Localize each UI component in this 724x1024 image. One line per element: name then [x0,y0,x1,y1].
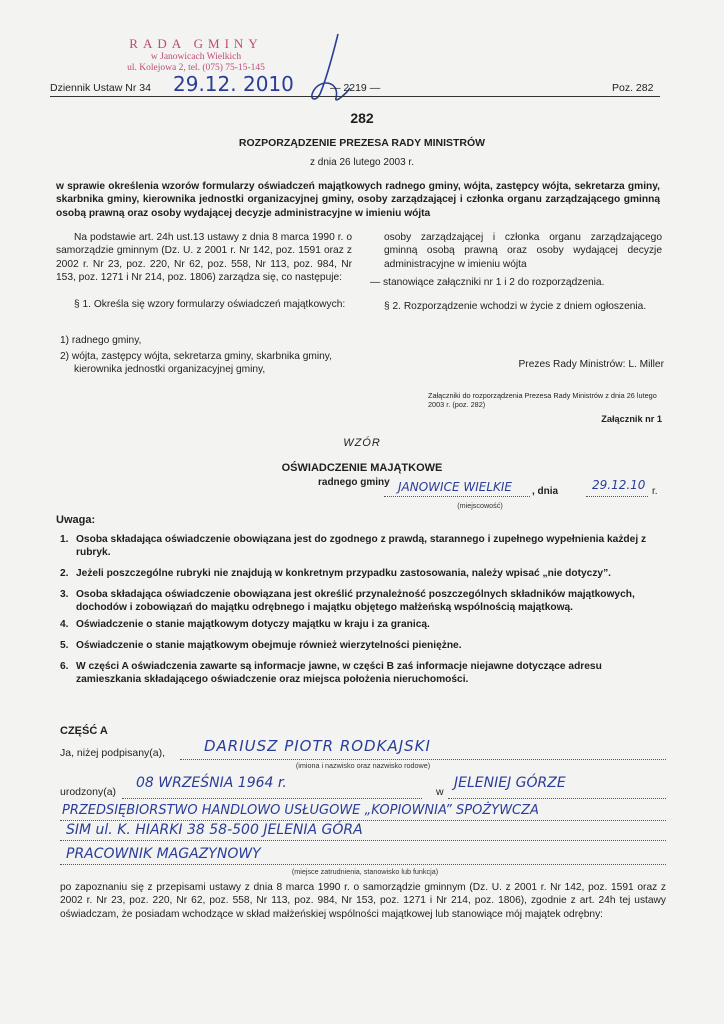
header-rule [50,96,660,97]
name-caption: (imiona i nazwisko oraz nazwisko rodowe) [295,761,431,770]
regulation-number: 282 [350,110,374,126]
form-subtitle: radnego gminy [318,477,390,488]
name-line [180,759,666,760]
annex-statement: — stanowiące załączniki nr 1 i 2 do rozporządzenia. [370,277,605,288]
employer-line-3: PRACOWNIK MAGAZYNOWY [66,846,261,862]
stamp-line-2: w Janowicach Wielkich [150,52,242,62]
paragraph-1-item-1: 1) radnego gminy, [60,335,142,346]
uwaga-item: 1. Osoba składająca oświadczenie obowiązana jest do zgodnego z prawdą, starannego i zupełnego wypełnienia każdej z rubryk. [60,534,647,558]
ja-label: Ja, niżej podpisany(a), [60,747,166,759]
uwaga-item: 4. Oświadczenie o stanie majątkowym dotyczy majątku w kraju i za granicą. [60,619,430,630]
journal-header-right: Poz. 282 [612,82,654,94]
uwaga-item: 5. Oświadczenie o stanie majątkowym obejmuje również wierzytelności pieniężne. [60,640,462,651]
born-label: urodzony(a) [60,786,117,798]
prime-minister-signature: Prezes Rady Ministrów: L. Miller [518,359,664,370]
paragraph-1-item-2: 2) wójta, zastępcy wójta, sekretarza gminy, skarbnika gminy, kierownika jednostki organizacyjnej gminy, [60,351,332,376]
uwaga-item: 2. Jeżeli poszczególne rubryki nie znajdują w konkretnym przypadku zastosowania, należy wpisać „nie dotyczy”. [60,568,611,579]
regulation-title: ROZPORZĄDZENIE PREZESA RADY MINISTRÓW [238,137,486,149]
place-value: JANOWICE WIELKIE [398,480,513,494]
date-value: 29.12.10 [592,478,646,492]
wzor-heading: WZÓR [343,437,381,449]
annex-reference: Załączniki do rozporządzenia Prezesa Rady Ministrów z dnia 26 lutego 2003 r. (poz. 282) [428,391,657,409]
stamp-line-1: RADA GMINY [129,36,263,51]
born-date-line [122,798,422,799]
paragraph-2: § 2. Rozporządzenie wchodzi w życie z dniem ogłoszenia. [384,301,647,312]
annex-label: Załącznik nr 1 [601,414,662,424]
journal-header-left: Dziennik Ustaw Nr 34 [50,82,151,94]
uwaga-title: Uwaga: [56,514,96,526]
stamp-line-3: ul. Kolejowa 2, tel. (075) 75-15-145 [127,63,265,73]
page-number: — 2219 — [330,82,381,94]
born-place: JELENIEJ GÓRZE [454,775,566,791]
date-label: , dnia [532,486,559,497]
part-a-heading: CZĘŚĆ A [60,725,108,737]
uwaga-item: 6. W części A oświadczenia zawarte są informacje jawne, w części B zaś informacje niejawne dotyczące adresu zamieszkania składającego oświadczenie oraz miejsca położenia nieruchomości. [60,661,602,685]
employer-rule-1 [60,820,666,821]
employer-line-1: PRZEDSIĘBIORSTWO HANDLOWO USŁUGOWE „KOPIOWNIA” SPOŻYWCZA [62,803,539,818]
born-place-line [448,798,666,799]
legal-basis: Na podstawie art. 24h ust.13 ustawy z dnia 8 marca 1990 r. o samorządzie gminnym (Dz. U. z 2001 r. Nr 142, poz. 1591 oraz z 2002 r. Nr 23, poz. 220, Nr 62, poz. 558, Nr 113, poz. 984, Nr 153, poz. 1271 i Nr 214, poz. 1806) zarządza się, co następuje: [56,232,352,284]
employer-line-2: SIM ul. K. HIARKI 38 58-500 JELENIA GÓRA [66,822,363,838]
employer-caption: (miejsce zatrudnienia, stanowisko lub funkcja) [291,867,439,876]
handwritten-signature-mark [300,30,360,110]
handwritten-receipt-date: 29.12. 2010 [173,72,294,96]
employer-rule-2 [60,840,666,841]
regulation-subject: w sprawie określenia wzorów formularzy oświadczeń majątkowych radnego gminy, wójta, zastępcy wójta, sekretarza gminy, skarbnika gminy, kierownika jednostki organizacyjnej gminy, osoby zarządzającej i członka organu zarządzającego gminną osobą prawną oraz osoby wydającej decyzje administracyjne w imieniu wójta [56,181,660,219]
paragraph-1: § 1. Określa się wzory formularzy oświadczeń majątkowych: [74,299,346,310]
uwaga-list [60,533,664,690]
uwaga-item: 3. Osoba składająca oświadczenie obowiązana jest określić przynależność poszczególnych składników majątkowych, dochodów i zobowiązań do majątku odrębnego i majątku objętego małżeńską wspólnością majątkową. [60,589,635,613]
place-line [384,496,530,497]
closing-paragraph: po zapoznaniu się z przepisami ustawy z dnia 8 marca 1990 r. o samorządzie gminnym (Dz. U. z 2001 r. Nr 142, poz. 1591 oraz z 2002 r. Nr 23, poz. 220, Nr 62, poz. 558, Nr 113, poz. 984, Nr 153, poz. 1271 i Nr 214, poz. 1806), zgodnie z art. 24h tej ustawy oświadczam, że posiadam wchodzące w skład małżeńskiej wspólności majątkowej lub stanowiące mój majątek odrębny: [60,882,666,920]
council-stamp [96,36,296,74]
born-w: w [436,786,444,798]
form-title: OŚWIADCZENIE MAJĄTKOWE [281,462,443,474]
date-line [586,496,648,497]
declarant-name: DARIUSZ PIOTR RODKAJSKI [204,737,431,755]
regulation-date: z dnia 26 lutego 2003 r. [310,157,414,168]
born-date: 08 WRZEŚNIA 1964 r. [136,775,287,791]
date-suffix: r. [652,486,658,497]
employer-rule-3 [60,864,666,865]
place-caption: (miejscowość) [457,501,503,510]
right-col-continuation: osoby zarządzającej i członka organu zarządzającego gminną osobą prawną oraz osoby wydającej decyzje administracyjne w imieniu wójta [384,232,662,270]
